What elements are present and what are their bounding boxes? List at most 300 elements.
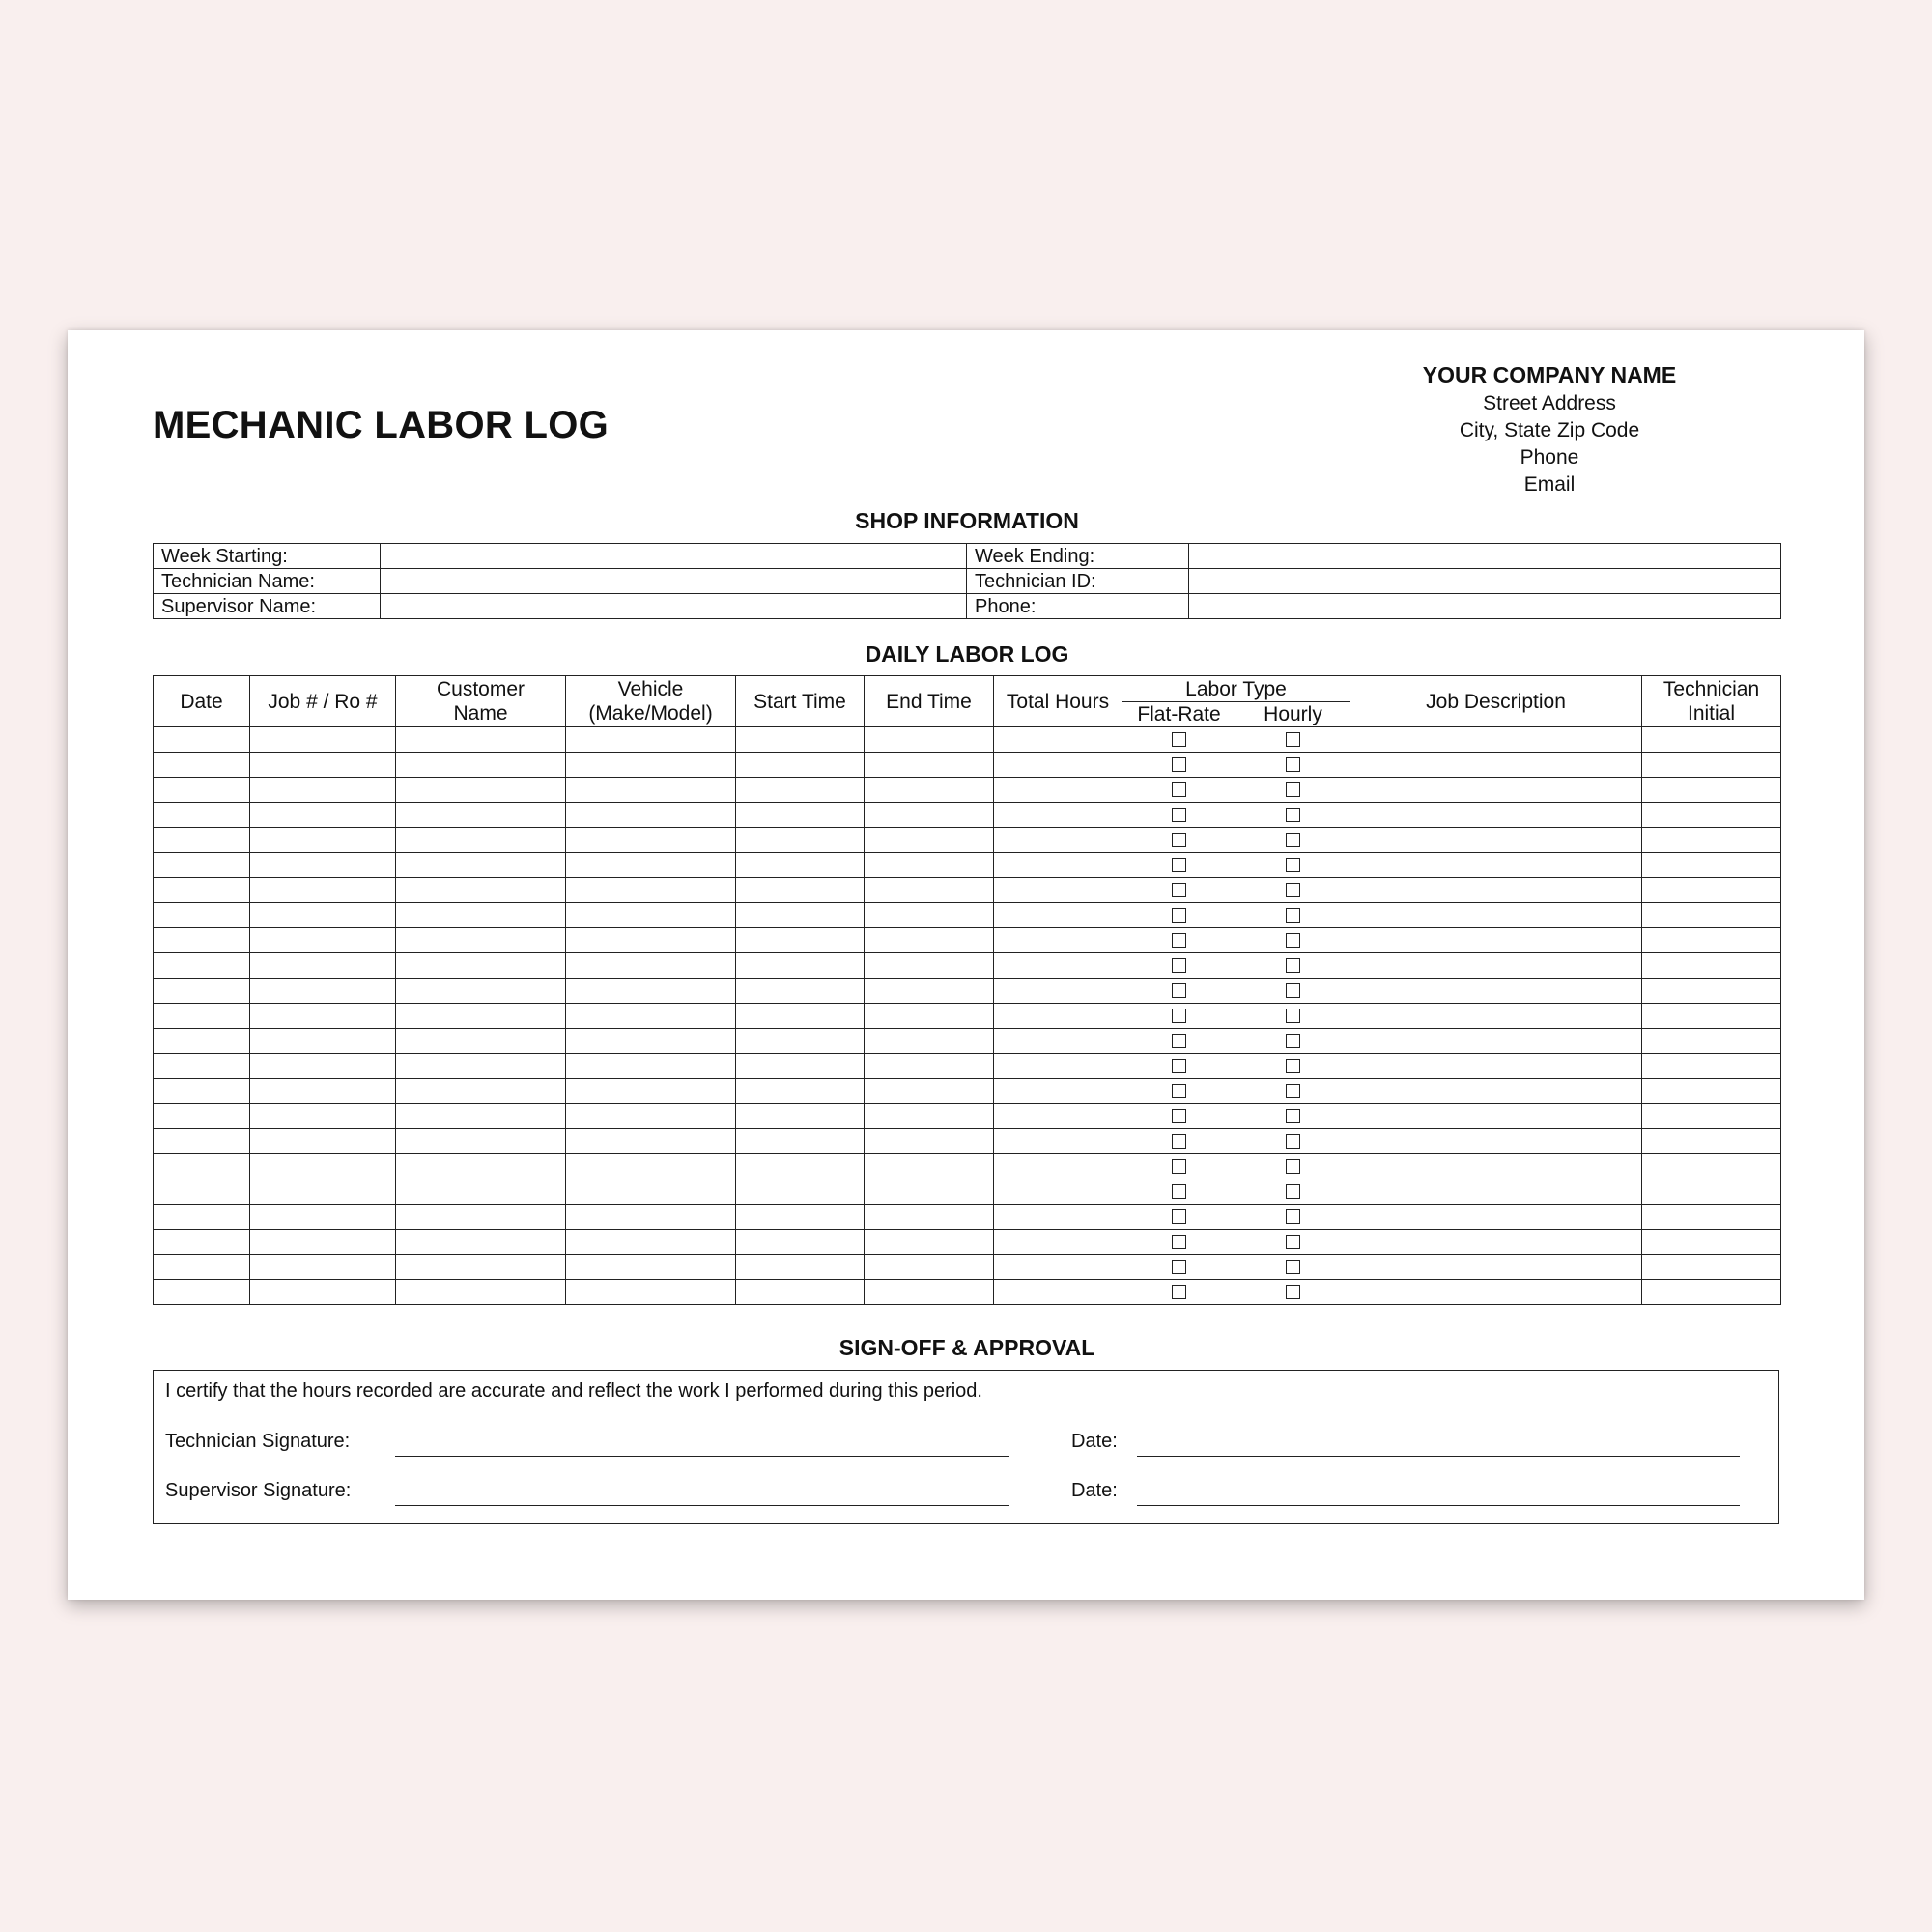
job-number-cell[interactable] xyxy=(250,828,396,853)
hourly-checkbox[interactable] xyxy=(1286,1159,1300,1174)
vehicle-cell[interactable] xyxy=(566,1004,736,1029)
hourly-checkbox[interactable] xyxy=(1286,1184,1300,1199)
end-time-cell[interactable] xyxy=(865,928,994,953)
hourly-checkbox[interactable] xyxy=(1286,1034,1300,1048)
technician-initial-cell[interactable] xyxy=(1642,1104,1781,1129)
hourly-checkbox[interactable] xyxy=(1286,808,1300,822)
technician-date-line[interactable] xyxy=(1137,1456,1740,1457)
date-cell[interactable] xyxy=(154,1104,250,1129)
total-hours-cell[interactable] xyxy=(994,928,1122,953)
job-description-cell[interactable] xyxy=(1350,853,1642,878)
date-cell[interactable] xyxy=(154,803,250,828)
total-hours-cell[interactable] xyxy=(994,1129,1122,1154)
end-time-cell[interactable] xyxy=(865,1129,994,1154)
job-description-cell[interactable] xyxy=(1350,753,1642,778)
flat-rate-checkbox[interactable] xyxy=(1172,858,1186,872)
date-cell[interactable] xyxy=(154,928,250,953)
start-time-cell[interactable] xyxy=(736,1179,865,1205)
vehicle-cell[interactable] xyxy=(566,828,736,853)
hourly-checkbox[interactable] xyxy=(1286,983,1300,998)
hourly-cell xyxy=(1236,1255,1350,1280)
vehicle-cell[interactable] xyxy=(566,1205,736,1230)
start-time-cell[interactable] xyxy=(736,1255,865,1280)
job-number-cell[interactable] xyxy=(250,803,396,828)
technician-initial-cell[interactable] xyxy=(1642,979,1781,1004)
customer-name-cell[interactable] xyxy=(396,1205,566,1230)
vehicle-cell[interactable] xyxy=(566,853,736,878)
date-cell[interactable] xyxy=(154,753,250,778)
vehicle-cell[interactable] xyxy=(566,1079,736,1104)
hourly-cell xyxy=(1236,1079,1350,1104)
technician-initial-cell[interactable] xyxy=(1642,928,1781,953)
technician-initial-cell[interactable] xyxy=(1642,778,1781,803)
customer-name-cell[interactable] xyxy=(396,1004,566,1029)
week-starting-field[interactable] xyxy=(381,544,967,569)
total-hours-cell[interactable] xyxy=(994,1280,1122,1305)
job-number-cell[interactable] xyxy=(250,903,396,928)
job-description-cell[interactable] xyxy=(1350,878,1642,903)
hourly-checkbox[interactable] xyxy=(1286,1109,1300,1123)
job-description-cell[interactable] xyxy=(1350,1004,1642,1029)
flat-rate-checkbox[interactable] xyxy=(1172,1009,1186,1023)
total-hours-cell[interactable] xyxy=(994,1255,1122,1280)
week-ending-field[interactable] xyxy=(1189,544,1781,569)
customer-name-cell[interactable] xyxy=(396,1255,566,1280)
date-cell[interactable] xyxy=(154,979,250,1004)
vehicle-cell[interactable] xyxy=(566,1104,736,1129)
customer-name-cell[interactable] xyxy=(396,1280,566,1305)
phone-field[interactable] xyxy=(1189,594,1781,619)
date-cell[interactable] xyxy=(154,1205,250,1230)
start-time-cell[interactable] xyxy=(736,979,865,1004)
vehicle-cell[interactable] xyxy=(566,928,736,953)
customer-name-cell[interactable] xyxy=(396,1230,566,1255)
customer-name-cell[interactable] xyxy=(396,953,566,979)
flat-rate-checkbox[interactable] xyxy=(1172,757,1186,772)
technician-signature-label: Technician Signature: xyxy=(165,1431,351,1452)
date-cell[interactable] xyxy=(154,1079,250,1104)
start-time-cell[interactable] xyxy=(736,1129,865,1154)
job-description-cell[interactable] xyxy=(1350,1230,1642,1255)
technician-initial-cell[interactable] xyxy=(1642,1054,1781,1079)
end-time-cell[interactable] xyxy=(865,828,994,853)
hourly-checkbox[interactable] xyxy=(1286,732,1300,747)
job-number-cell[interactable] xyxy=(250,1154,396,1179)
flat-rate-cell xyxy=(1122,1205,1236,1230)
job-number-cell[interactable] xyxy=(250,928,396,953)
start-time-cell[interactable] xyxy=(736,878,865,903)
flat-rate-checkbox[interactable] xyxy=(1172,1084,1186,1098)
vehicle-cell[interactable] xyxy=(566,1054,736,1079)
technician-initial-cell[interactable] xyxy=(1642,1205,1781,1230)
total-hours-cell[interactable] xyxy=(994,953,1122,979)
vehicle-cell[interactable] xyxy=(566,979,736,1004)
customer-name-cell[interactable] xyxy=(396,727,566,753)
customer-name-cell[interactable] xyxy=(396,1054,566,1079)
flat-rate-checkbox[interactable] xyxy=(1172,1184,1186,1199)
end-time-cell[interactable] xyxy=(865,1205,994,1230)
vehicle-cell[interactable] xyxy=(566,1230,736,1255)
total-hours-cell[interactable] xyxy=(994,979,1122,1004)
start-time-cell[interactable] xyxy=(736,1280,865,1305)
date-cell[interactable] xyxy=(154,1280,250,1305)
total-hours-cell[interactable] xyxy=(994,1154,1122,1179)
job-number-cell[interactable] xyxy=(250,979,396,1004)
supervisor-name-field[interactable] xyxy=(381,594,967,619)
job-number-cell[interactable] xyxy=(250,878,396,903)
job-number-cell[interactable] xyxy=(250,1280,396,1305)
flat-rate-cell xyxy=(1122,903,1236,928)
flat-rate-cell xyxy=(1122,1029,1236,1054)
total-hours-cell[interactable] xyxy=(994,753,1122,778)
job-description-cell[interactable] xyxy=(1350,1179,1642,1205)
customer-name-cell[interactable] xyxy=(396,1079,566,1104)
date-cell[interactable] xyxy=(154,828,250,853)
technician-initial-cell[interactable] xyxy=(1642,727,1781,753)
flat-rate-checkbox[interactable] xyxy=(1172,883,1186,897)
hourly-checkbox[interactable] xyxy=(1286,833,1300,847)
end-time-cell[interactable] xyxy=(865,727,994,753)
customer-name-cell[interactable] xyxy=(396,828,566,853)
vehicle-cell[interactable] xyxy=(566,878,736,903)
technician-initial-cell[interactable] xyxy=(1642,853,1781,878)
daily-log-table xyxy=(153,675,1781,1305)
hourly-checkbox[interactable] xyxy=(1286,1009,1300,1023)
technician-initial-cell[interactable] xyxy=(1642,1029,1781,1054)
date-cell[interactable] xyxy=(154,878,250,903)
customer-name-cell[interactable] xyxy=(396,878,566,903)
end-time-cell[interactable] xyxy=(865,1104,994,1129)
date-cell[interactable] xyxy=(154,727,250,753)
end-time-cell[interactable] xyxy=(865,878,994,903)
shop-row xyxy=(154,594,1781,619)
job-description-cell[interactable] xyxy=(1350,1129,1642,1154)
start-time-cell[interactable] xyxy=(736,1079,865,1104)
job-number-cell[interactable] xyxy=(250,1129,396,1154)
date-cell[interactable] xyxy=(154,853,250,878)
job-description-cell[interactable] xyxy=(1350,828,1642,853)
vehicle-cell[interactable] xyxy=(566,1179,736,1205)
customer-name-cell[interactable] xyxy=(396,1179,566,1205)
vehicle-cell[interactable] xyxy=(566,953,736,979)
start-time-cell[interactable] xyxy=(736,1029,865,1054)
technician-initial-cell[interactable] xyxy=(1642,1154,1781,1179)
date-cell[interactable] xyxy=(154,1154,250,1179)
start-time-cell[interactable] xyxy=(736,753,865,778)
total-hours-cell[interactable] xyxy=(994,803,1122,828)
total-hours-cell[interactable] xyxy=(994,1230,1122,1255)
date-cell[interactable] xyxy=(154,1255,250,1280)
header-labor-type: Labor Type xyxy=(1122,676,1350,702)
customer-name-cell[interactable] xyxy=(396,1104,566,1129)
shop-label: Technician ID: xyxy=(967,569,1189,594)
hourly-checkbox[interactable] xyxy=(1286,1235,1300,1249)
start-time-cell[interactable] xyxy=(736,953,865,979)
technician-initial-cell[interactable] xyxy=(1642,753,1781,778)
end-time-cell[interactable] xyxy=(865,853,994,878)
end-time-cell[interactable] xyxy=(865,1054,994,1079)
end-time-cell[interactable] xyxy=(865,903,994,928)
vehicle-cell[interactable] xyxy=(566,778,736,803)
hourly-checkbox[interactable] xyxy=(1286,1260,1300,1274)
header-end-time: End Time xyxy=(865,676,994,727)
flat-rate-checkbox[interactable] xyxy=(1172,1209,1186,1224)
job-description-cell[interactable] xyxy=(1350,903,1642,928)
job-description-cell[interactable] xyxy=(1350,1205,1642,1230)
supervisor-date-line[interactable] xyxy=(1137,1505,1740,1506)
job-description-cell[interactable] xyxy=(1350,1280,1642,1305)
flat-rate-checkbox[interactable] xyxy=(1172,1109,1186,1123)
total-hours-cell[interactable] xyxy=(994,1179,1122,1205)
start-time-cell[interactable] xyxy=(736,1054,865,1079)
flat-rate-cell xyxy=(1122,1079,1236,1104)
hourly-checkbox[interactable] xyxy=(1286,1084,1300,1098)
end-time-cell[interactable] xyxy=(865,1280,994,1305)
date-cell[interactable] xyxy=(154,1129,250,1154)
job-description-cell[interactable] xyxy=(1350,953,1642,979)
customer-name-cell[interactable] xyxy=(396,1154,566,1179)
vehicle-cell[interactable] xyxy=(566,727,736,753)
end-time-cell[interactable] xyxy=(865,1230,994,1255)
end-time-cell[interactable] xyxy=(865,979,994,1004)
header-initial-line2: Initial xyxy=(1687,702,1736,724)
header-date: Date xyxy=(154,676,250,727)
start-time-cell[interactable] xyxy=(736,727,865,753)
job-description-cell[interactable] xyxy=(1350,778,1642,803)
start-time-cell[interactable] xyxy=(736,853,865,878)
job-number-cell[interactable] xyxy=(250,1004,396,1029)
customer-name-cell[interactable] xyxy=(396,1029,566,1054)
header-customer-name xyxy=(396,676,566,727)
customer-name-cell[interactable] xyxy=(396,778,566,803)
vehicle-cell[interactable] xyxy=(566,1129,736,1154)
date-cell[interactable] xyxy=(154,1029,250,1054)
header-flat-rate: Flat-Rate xyxy=(1122,702,1236,727)
flat-rate-checkbox[interactable] xyxy=(1172,983,1186,998)
technician-signature-line[interactable] xyxy=(395,1456,1009,1457)
job-description-cell[interactable] xyxy=(1350,1079,1642,1104)
customer-name-cell[interactable] xyxy=(396,753,566,778)
hourly-cell xyxy=(1236,1104,1350,1129)
end-time-cell[interactable] xyxy=(865,1079,994,1104)
job-number-cell[interactable] xyxy=(250,1029,396,1054)
total-hours-cell[interactable] xyxy=(994,853,1122,878)
start-time-cell[interactable] xyxy=(736,1230,865,1255)
table-row xyxy=(154,1129,1781,1154)
end-time-cell[interactable] xyxy=(865,1004,994,1029)
table-row xyxy=(154,979,1781,1004)
start-time-cell[interactable] xyxy=(736,778,865,803)
date-cell[interactable] xyxy=(154,1054,250,1079)
date-cell[interactable] xyxy=(154,778,250,803)
hourly-checkbox[interactable] xyxy=(1286,1059,1300,1073)
end-time-cell[interactable] xyxy=(865,753,994,778)
end-time-cell[interactable] xyxy=(865,1255,994,1280)
vehicle-cell[interactable] xyxy=(566,803,736,828)
job-number-cell[interactable] xyxy=(250,727,396,753)
flat-rate-checkbox[interactable] xyxy=(1172,1159,1186,1174)
table-row xyxy=(154,903,1781,928)
total-hours-cell[interactable] xyxy=(994,878,1122,903)
vehicle-cell[interactable] xyxy=(566,1255,736,1280)
end-time-cell[interactable] xyxy=(865,803,994,828)
header-vehicle-line2: (Make/Model) xyxy=(588,702,713,724)
flat-rate-checkbox[interactable] xyxy=(1172,808,1186,822)
technician-initial-cell[interactable] xyxy=(1642,1280,1781,1305)
technician-initial-cell[interactable] xyxy=(1642,1079,1781,1104)
end-time-cell[interactable] xyxy=(865,1029,994,1054)
start-time-cell[interactable] xyxy=(736,828,865,853)
total-hours-cell[interactable] xyxy=(994,1054,1122,1079)
hourly-checkbox[interactable] xyxy=(1286,958,1300,973)
job-number-cell[interactable] xyxy=(250,753,396,778)
total-hours-cell[interactable] xyxy=(994,828,1122,853)
vehicle-cell[interactable] xyxy=(566,903,736,928)
technician-initial-cell[interactable] xyxy=(1642,878,1781,903)
customer-name-cell[interactable] xyxy=(396,803,566,828)
hourly-checkbox[interactable] xyxy=(1286,1285,1300,1299)
job-description-cell[interactable] xyxy=(1350,1054,1642,1079)
table-row xyxy=(154,928,1781,953)
daily-log-title: DAILY LABOR LOG xyxy=(865,641,1069,667)
flat-rate-checkbox[interactable] xyxy=(1172,732,1186,747)
flat-rate-cell xyxy=(1122,727,1236,753)
total-hours-cell[interactable] xyxy=(994,1004,1122,1029)
job-number-cell[interactable] xyxy=(250,1255,396,1280)
flat-rate-cell xyxy=(1122,1154,1236,1179)
technician-initial-cell[interactable] xyxy=(1642,828,1781,853)
flat-rate-checkbox[interactable] xyxy=(1172,1235,1186,1249)
flat-rate-checkbox[interactable] xyxy=(1172,1285,1186,1299)
form-sheet xyxy=(68,330,1864,1600)
start-time-cell[interactable] xyxy=(736,1205,865,1230)
technician-initial-cell[interactable] xyxy=(1642,803,1781,828)
start-time-cell[interactable] xyxy=(736,1154,865,1179)
technician-initial-cell[interactable] xyxy=(1642,1004,1781,1029)
technician-initial-cell[interactable] xyxy=(1642,953,1781,979)
vehicle-cell[interactable] xyxy=(566,1280,736,1305)
hourly-checkbox[interactable] xyxy=(1286,858,1300,872)
technician-id-field[interactable] xyxy=(1189,569,1781,594)
customer-name-cell[interactable] xyxy=(396,903,566,928)
vehicle-cell[interactable] xyxy=(566,1154,736,1179)
flat-rate-checkbox[interactable] xyxy=(1172,1034,1186,1048)
date-cell[interactable] xyxy=(154,1179,250,1205)
total-hours-cell[interactable] xyxy=(994,903,1122,928)
flat-rate-checkbox[interactable] xyxy=(1172,833,1186,847)
job-description-cell[interactable] xyxy=(1350,1255,1642,1280)
job-number-cell[interactable] xyxy=(250,953,396,979)
table-row xyxy=(154,953,1781,979)
flat-rate-checkbox[interactable] xyxy=(1172,1059,1186,1073)
end-time-cell[interactable] xyxy=(865,778,994,803)
technician-name-field[interactable] xyxy=(381,569,967,594)
total-hours-cell[interactable] xyxy=(994,1104,1122,1129)
company-street: Street Address xyxy=(1483,392,1616,414)
end-time-cell[interactable] xyxy=(865,953,994,979)
customer-name-cell[interactable] xyxy=(396,1129,566,1154)
vehicle-cell[interactable] xyxy=(566,1029,736,1054)
customer-name-cell[interactable] xyxy=(396,979,566,1004)
total-hours-cell[interactable] xyxy=(994,1079,1122,1104)
technician-initial-cell[interactable] xyxy=(1642,1255,1781,1280)
hourly-checkbox[interactable] xyxy=(1286,933,1300,948)
job-number-cell[interactable] xyxy=(250,1104,396,1129)
hourly-checkbox[interactable] xyxy=(1286,782,1300,797)
flat-rate-checkbox[interactable] xyxy=(1172,933,1186,948)
technician-initial-cell[interactable] xyxy=(1642,1230,1781,1255)
technician-initial-cell[interactable] xyxy=(1642,1179,1781,1205)
hourly-checkbox[interactable] xyxy=(1286,1209,1300,1224)
end-time-cell[interactable] xyxy=(865,1154,994,1179)
date-cell[interactable] xyxy=(154,1230,250,1255)
job-description-cell[interactable] xyxy=(1350,1104,1642,1129)
customer-name-cell[interactable] xyxy=(396,853,566,878)
start-time-cell[interactable] xyxy=(736,803,865,828)
job-number-cell[interactable] xyxy=(250,853,396,878)
job-description-cell[interactable] xyxy=(1350,1029,1642,1054)
technician-initial-cell[interactable] xyxy=(1642,903,1781,928)
start-time-cell[interactable] xyxy=(736,928,865,953)
date-cell[interactable] xyxy=(154,903,250,928)
job-number-cell[interactable] xyxy=(250,1205,396,1230)
header-job-description: Job Description xyxy=(1350,676,1642,727)
total-hours-cell[interactable] xyxy=(994,778,1122,803)
job-number-cell[interactable] xyxy=(250,1054,396,1079)
hourly-checkbox[interactable] xyxy=(1286,883,1300,897)
hourly-checkbox[interactable] xyxy=(1286,908,1300,923)
job-number-cell[interactable] xyxy=(250,1179,396,1205)
technician-initial-cell[interactable] xyxy=(1642,1129,1781,1154)
start-time-cell[interactable] xyxy=(736,1104,865,1129)
flat-rate-checkbox[interactable] xyxy=(1172,1134,1186,1149)
flat-rate-cell xyxy=(1122,1054,1236,1079)
shop-row xyxy=(154,544,1781,569)
total-hours-cell[interactable] xyxy=(994,1205,1122,1230)
job-description-cell[interactable] xyxy=(1350,979,1642,1004)
vehicle-cell[interactable] xyxy=(566,753,736,778)
start-time-cell[interactable] xyxy=(736,1004,865,1029)
job-description-cell[interactable] xyxy=(1350,727,1642,753)
shop-label: Phone: xyxy=(967,594,1189,619)
end-time-cell[interactable] xyxy=(865,1179,994,1205)
date-cell[interactable] xyxy=(154,953,250,979)
hourly-checkbox[interactable] xyxy=(1286,757,1300,772)
customer-name-cell[interactable] xyxy=(396,928,566,953)
flat-rate-checkbox[interactable] xyxy=(1172,958,1186,973)
total-hours-cell[interactable] xyxy=(994,1029,1122,1054)
flat-rate-checkbox[interactable] xyxy=(1172,782,1186,797)
job-number-cell[interactable] xyxy=(250,1230,396,1255)
table-row xyxy=(154,727,1781,753)
supervisor-signature-line[interactable] xyxy=(395,1505,1009,1506)
job-description-cell[interactable] xyxy=(1350,803,1642,828)
flat-rate-checkbox[interactable] xyxy=(1172,908,1186,923)
hourly-cell xyxy=(1236,1179,1350,1205)
table-row xyxy=(154,1280,1781,1305)
job-description-cell[interactable] xyxy=(1350,1154,1642,1179)
job-number-cell[interactable] xyxy=(250,778,396,803)
job-description-cell[interactable] xyxy=(1350,928,1642,953)
table-row xyxy=(154,1179,1781,1205)
flat-rate-checkbox[interactable] xyxy=(1172,1260,1186,1274)
job-number-cell[interactable] xyxy=(250,1079,396,1104)
date-cell[interactable] xyxy=(154,1004,250,1029)
total-hours-cell[interactable] xyxy=(994,727,1122,753)
start-time-cell[interactable] xyxy=(736,903,865,928)
hourly-checkbox[interactable] xyxy=(1286,1134,1300,1149)
company-phone: Phone xyxy=(1520,446,1579,469)
